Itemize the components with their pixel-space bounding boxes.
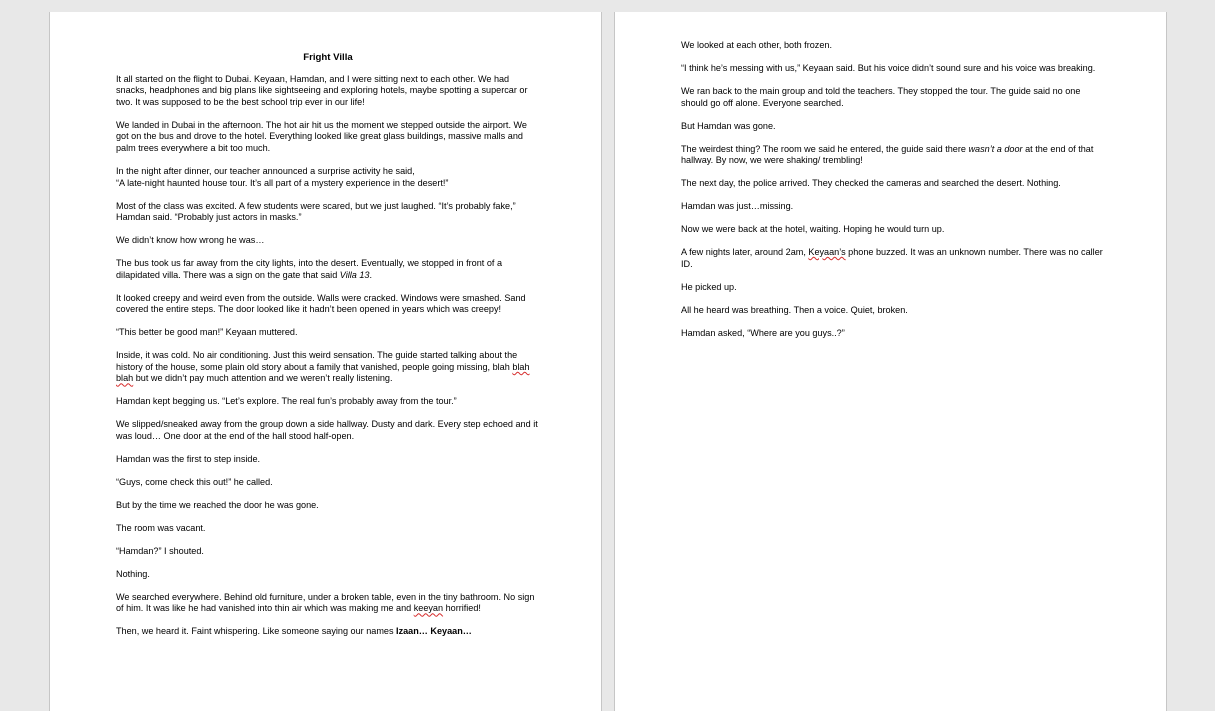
paragraph[interactable] [116,419,540,442]
text-run: Most of the class was excited. A few students were scared, but we just laughed. “It’s probably fake,” Hamdan said. “Probably just actors in masks.” [116,200,516,223]
paragraph[interactable] [116,592,540,615]
paragraph[interactable] [116,74,540,109]
paragraph[interactable] [116,626,540,638]
paragraph[interactable] [116,350,540,385]
text-run: It looked creepy and weird even from the outside. Walls were cracked. Windows were smashed. Sand covered the entire steps. The door looked like it hadn’t been opened in years which was creepy! [116,292,526,315]
text-run: Hamdan kept begging us. “Let’s explore. The real fun’s probably away from the tour.” [116,396,457,407]
misspelled-word: keeyan [413,603,444,614]
document-page-2[interactable] [614,12,1167,711]
text-run: Now we were back at the hotel, waiting. Hoping he would turn up. [681,224,945,235]
paragraph[interactable] [116,500,540,512]
text-run: Hamdan was just…missing. [681,201,794,212]
text-run: Hamdan asked, “Where are you guys..?” [681,327,845,338]
text-run: “I think he’s messing with us,” Keyaan said. But his voice didn’t sound sure and his voice was breaking. [681,62,1096,73]
text-run: “Guys, come check this out!” he called. [116,476,273,487]
text-run: at the end of that hallway. By now, we were shaking/ trembling! [681,143,1094,166]
text-run: We ran back to the main group and told the teachers. They stopped the tour. The guide said no one should go off alone. Everyone searched. [681,85,1081,108]
text-run: “This better be good man!” Keyaan muttered. [116,327,298,338]
paragraph[interactable] [116,454,540,466]
text-run: Villa 13 [339,269,370,280]
document-title[interactable]: Fright Villa [303,52,353,63]
paragraph[interactable] [116,258,540,281]
text-run: Then, we heard it. Faint whispering. Like someone saying our names [116,626,397,637]
text-run: He picked up. [681,281,737,292]
paragraph[interactable] [116,327,540,339]
text-run: All he heard was breathing. Then a voice. Quiet, broken. [681,304,908,315]
paragraph[interactable] [116,396,540,408]
text-run: We didn’t know how wrong he was… [116,235,265,246]
misspelled-word: Keyaan’s [808,247,846,258]
text-run: The next day, the police arrived. They checked the cameras and searched the desert. Nothing. [681,178,1061,189]
text-run: It all started on the flight to Dubai. Keyaan, Hamdan, and I were sitting next to each other. We had snacks, headphones and big plans like sightseeing and exploring hotels, maybe spotting a supercar or two. It was supposed to be the best school trip ever in our life! [116,73,528,107]
paragraph[interactable] [681,305,1103,317]
text-run: “A late-night haunted house tour. It’s all part of a mystery experience in the desert!” [116,177,449,188]
text-run: In the night after dinner, our teacher announced a surprise activity he said, [116,165,415,176]
document-page-1[interactable] [49,12,602,711]
paragraph[interactable] [681,178,1103,190]
paragraph[interactable] [681,282,1103,294]
text-run: We landed in Dubai in the afternoon. The hot air hit us the moment we stepped outside the airport. We got on the bus and drove to the hotel. Everything looked like great glass buildings, massive malls and palm trees everywhere a bit too much. [116,119,527,153]
text-run: phone buzzed. It was an unknown number. There was no caller ID. [681,247,1103,269]
text-run: A few nights later, around 2am, [681,247,809,258]
paragraph[interactable] [681,63,1103,75]
text-run: The room was vacant. [116,522,206,533]
paragraph[interactable] [116,477,540,489]
text-run: Nothing. [116,568,150,579]
paragraph[interactable] [116,546,540,558]
paragraph[interactable] [116,293,540,316]
misspelled-word: blah [116,373,134,384]
text-run: We slipped/sneaked away from the group down a side hallway. Dusty and dark. Every step echoed and it was loud… One door at the end of the hall stood half-open. [116,419,538,441]
text-run: But by the time we reached the door he was gone. [116,499,319,510]
text-run: wasn’t a door [968,143,1023,154]
paragraph[interactable] [681,247,1103,270]
text-run: Izaan… Keyaan… [396,626,472,637]
paragraph[interactable] [681,86,1103,109]
paragraph[interactable] [681,328,1103,340]
paragraph[interactable] [116,569,540,581]
paragraph[interactable] [681,40,1103,52]
text-run: The bus took us far away from the city lights, into the desert. Eventually, we stopped in front of a dilapidated villa. There was a sign on the gate that said [116,258,503,280]
paragraph[interactable] [681,224,1103,236]
page-1-text[interactable] [116,52,540,649]
paragraph[interactable] [681,121,1103,133]
paragraph[interactable] [116,235,540,247]
paragraph[interactable] [116,523,540,535]
paragraph[interactable] [681,201,1103,213]
text-run: Hamdan was the first to step inside. [116,453,261,464]
text-run: But Hamdan was gone. [681,120,776,131]
text-run: horrified! [443,603,481,614]
text-run: but we didn’t pay much attention and we weren’t really listening. [133,373,393,384]
page-2-text[interactable] [681,40,1103,351]
text-run: We looked at each other, both frozen. [681,40,832,50]
text-run: . [369,269,372,280]
text-run: We searched everywhere. Behind old furniture, under a broken table, even in the tiny bathroom. No sign of him. It was like he had vanished into thin air which was making me and [116,591,535,614]
paragraph[interactable] [116,120,540,155]
paragraph[interactable] [681,144,1103,167]
paragraph[interactable] [116,166,540,189]
text-run: The weirdest thing? The room we said he entered, the guide said there [681,143,969,154]
paragraph[interactable] [116,201,540,224]
misspelled-word: blah [512,361,530,372]
text-run: Inside, it was cold. No air conditioning. Just this weird sensation. The guide started talking about the history of the house, some plain old story about a family that vanished, people going missing, blah [116,350,518,372]
text-run: “Hamdan?” I shouted. [116,545,204,556]
